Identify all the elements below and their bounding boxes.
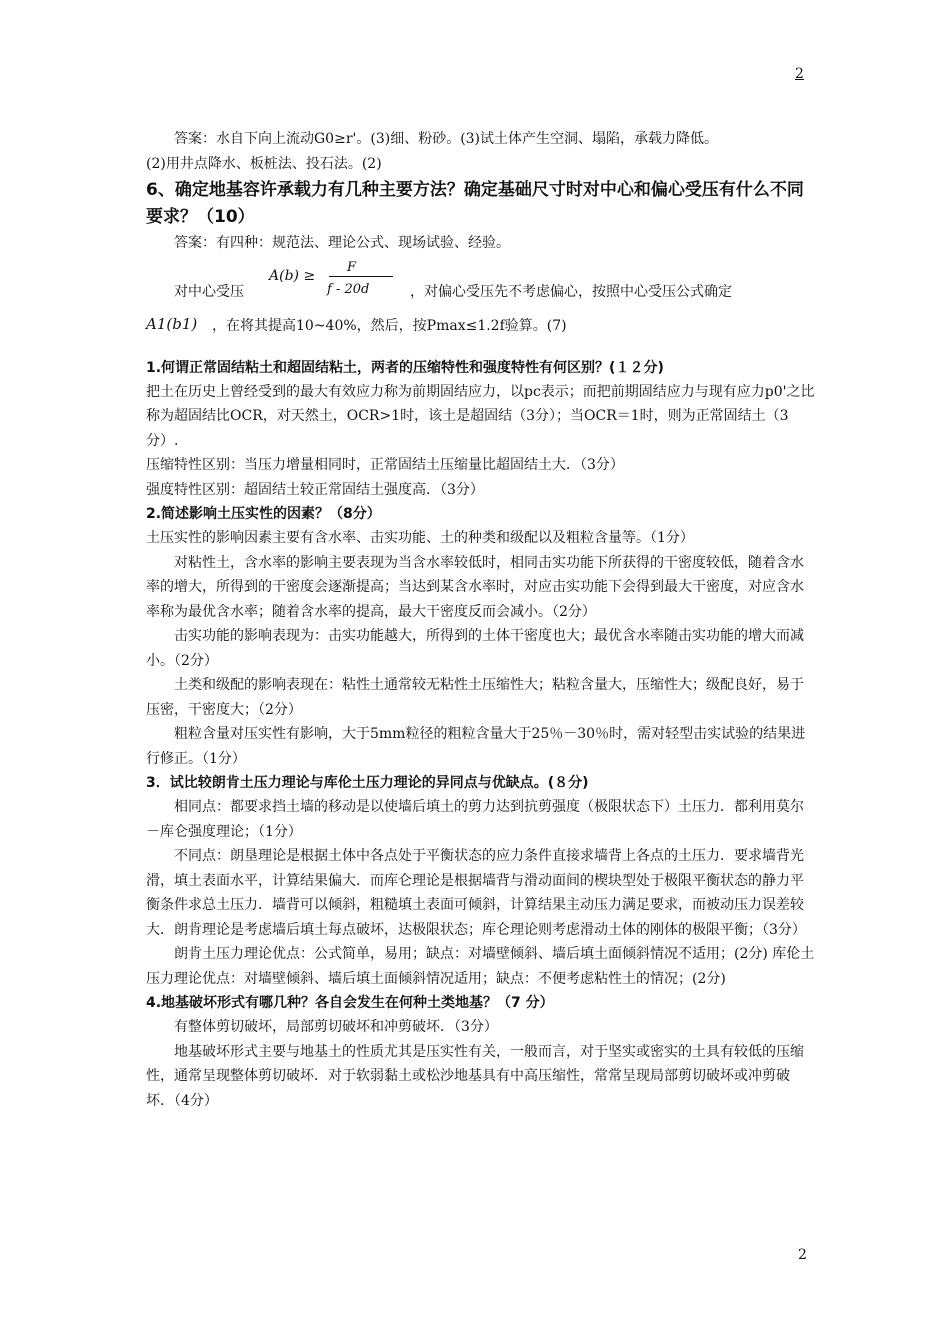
question-6-answer: 答案：有四种：规范法、理论公式、现场试验、经验。	[174, 235, 510, 251]
question-4-p2: 地基破坏形式主要与地基土的性质尤其是压实性有关，一般而言，对于坚实或密实的土具有较低的压缩性，通常呈现整体剪切破坏．对于软弱黏土或松沙地基具有中高压缩性，常常呈现局部剪切破坏或冲剪破坏．（4分）	[146, 1043, 804, 1109]
a1-symbol: A1(b1)	[146, 314, 198, 333]
formula-numerator: F	[347, 259, 357, 275]
page-number-bottom: 2	[798, 1247, 807, 1263]
question-2-p4: 土类和级配的影响表现在：粘性土通常较无粘性土压缩性大；粘粒含量大，压缩性大；级配良好，易于压密，干密度大；（2分）	[146, 677, 804, 718]
formula-lhs: A(b) ≥	[269, 267, 316, 284]
question-6-heading: 6、确定地基容许承载力有几种主要方法？确定基础尺寸时对中心和偏心受压有什么不同要求？（10）	[146, 180, 804, 227]
question-3-p1: 相同点：都要求挡土墙的移动是以使墙后填土的剪力达到抗剪强度（极限状态下）土压力．都利用莫尔－库仑强度理论；（1分）	[146, 799, 804, 840]
intro-answer-line1: 答案：水自下向上流动G0≥r'。(3)细、粉砂。(3)试土体产生空洞、塌陷，承载力降低。	[174, 131, 719, 147]
question-2-p1: 土压实性的影响因素主要有含水率、击实功能、土的种类和级配以及粗粒含量等。（1分）	[146, 530, 694, 546]
fraction-bar	[329, 276, 393, 277]
question-1-p1: 把土在历史上曾经受到的最大有效应力称为前期固结应力，以pc表示；而把前期固结应力与现有应力p0'之比称为超固结比OCR，对天然土，OCR>1时，该土是超固结（3分）；当OCR＝1时，则为正常固结土（3分）.	[146, 383, 815, 449]
a1-text: ，在将其提高10~40%，然后，按Pmax≤1.2f验算。(7)	[212, 317, 567, 334]
question-4-p1: 有整体剪切破坏，局部剪切破坏和冲剪破坏．（3分）	[174, 1019, 498, 1035]
question-2-p2: 对粘性土，含水率的影响主要表现为当含水率较低时，相同击实功能下所获得的干密度较低，随着含水率的增大，所得到的干密度会逐渐提高；当达到某含水率时，对应击实功能下会得到最大干密度，对应含水率称为最优含水率；随着含水率的提高，最大干密度反而会减小。（2分）	[146, 554, 804, 620]
formula-denominator: f - 20d	[327, 281, 370, 297]
question-3-p2: 不同点：朗垦理论是根据土体中各点处于平衡状态的应力条件直接求墙背上各点的土压力．要求墙背光滑，填土表面水平，计算结果偏大．而库仑理论是根据墙背与滑动面间的楔块型处于极限平衡状态的静力平衡条件求总土压力．墙背可以倾斜，粗糙填土表面可倾斜，计算结果主动压力满足要求，而被动压力误差较大．朗肯理论是考虑墙后填土每点破坏，达极限状态；库仑理论则考虑滑动土体的刚体的极限平衡；（3分）	[146, 848, 806, 938]
question-4-heading: 4.地基破坏形式有哪几种？各自会发生在何种土类地基？（7 分）	[146, 995, 554, 1011]
question-2-heading: 2.简述影响土压实性的因素？（8分）	[146, 506, 381, 522]
document-body	[146, 127, 816, 1113]
a1-line	[146, 314, 816, 340]
question-2-p3: 击实功能的影响表现为：击实功能越大，所得到的土体干密度也大；最优含水率随击实功能的增大而减小。（2分）	[146, 628, 804, 669]
formula-fraction	[269, 256, 409, 296]
formula-lead-text: 对中心受压	[174, 283, 244, 300]
question-3-heading: 3．试比较朗肯土压力理论与库伦土压力理论的异同点与优缺点。(８分)	[146, 775, 589, 791]
question-3-p3: 朗肯土压力理论优点：公式简单，易用；缺点：对墙壁倾斜、墙后填土面倾斜情况不适用；(2分) 库伦土压力理论优点：对墙壁倾斜、墙后填土面倾斜情况适用；缺点：不便考虑粘性土的情况；(2分)	[146, 946, 815, 987]
formula-rest-text: ，对偏心受压先不考虑偏心，按照中心受压公式确定	[410, 283, 732, 300]
question-2-p5: 粗粒含量对压实性有影响，大于5mm粒径的粗粒含量大于25％－30％时，需对轻型击实试验的结果进行修正。（1分）	[146, 726, 806, 767]
page-number-top: 2	[795, 66, 804, 82]
question-1-p3: 强度特性区别：超固结土较正常固结土强度高．（3分）	[146, 481, 484, 498]
formula-line	[146, 256, 816, 314]
intro-answer-line2: (2)用井点降水、板桩法、投石法。(2)	[146, 155, 382, 172]
question-1-heading: 1.何谓正常固结粘土和超固结粘土，两者的压缩特性和强度特性有何区别？(１２分)	[146, 359, 664, 376]
question-1-p2: 压缩特性区别：当压力增量相同时，正常固结土压缩量比超固结土大．（3分）	[146, 457, 624, 473]
